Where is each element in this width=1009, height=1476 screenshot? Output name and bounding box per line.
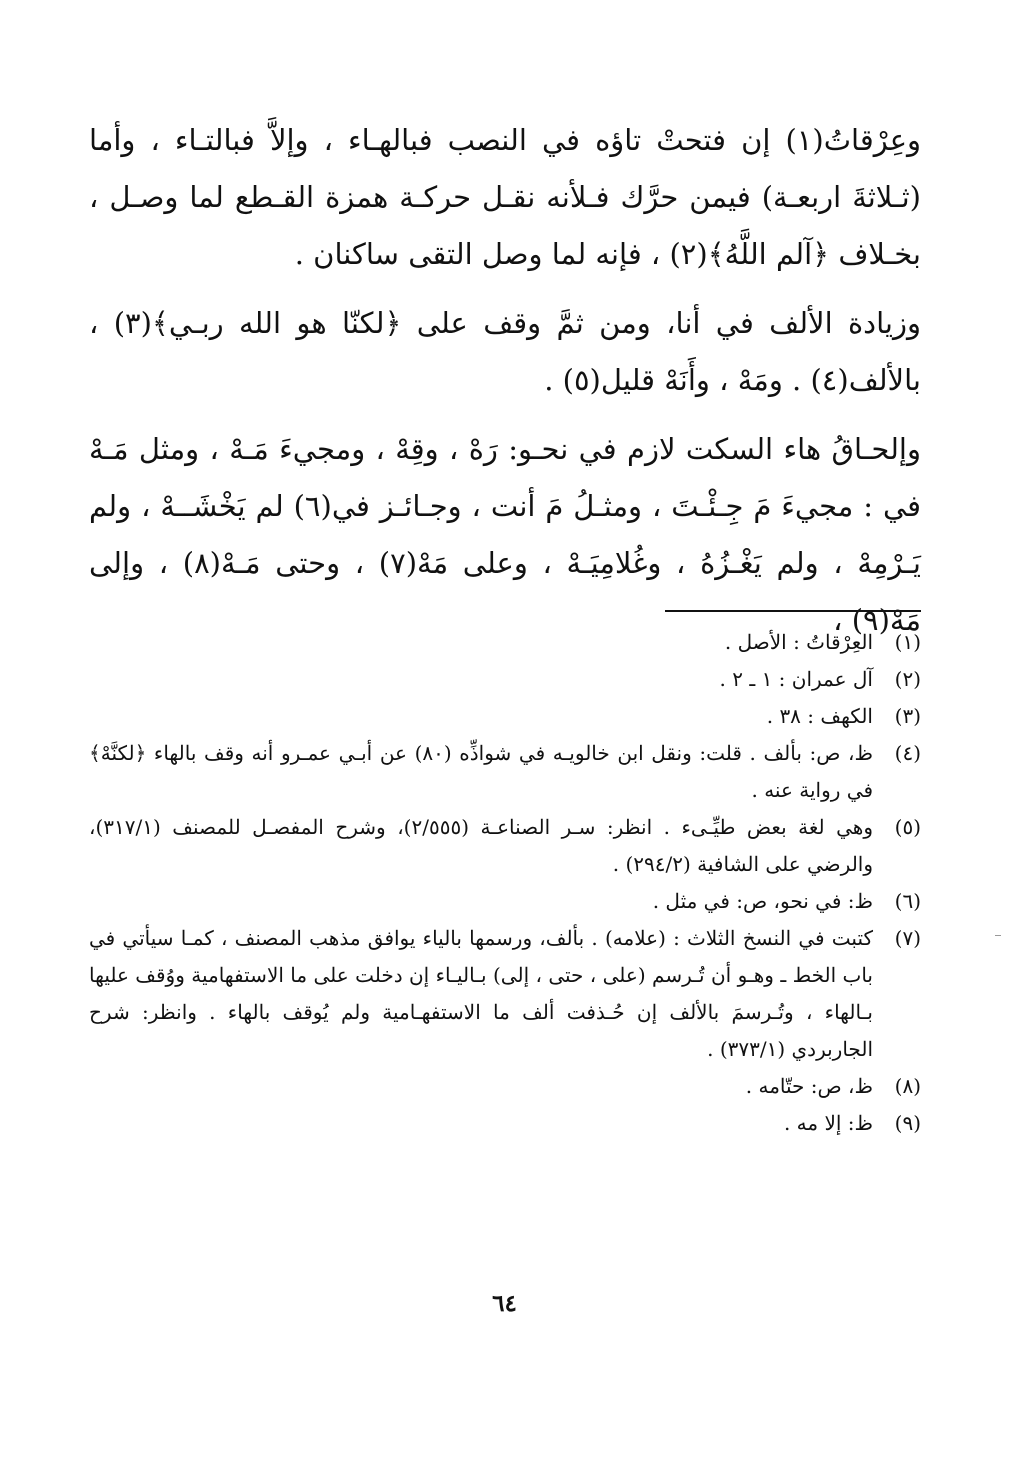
main-text-body [89,112,921,649]
footnote-4 [89,735,921,809]
footnote-7 [89,920,921,1068]
footnote-number: (٧) [894,926,921,950]
footnote-2 [89,661,921,698]
footnote-9 [89,1105,921,1142]
footnote-text: ظ: في نحو، ص: في مثل . [652,889,873,913]
footnote-number: (٢) [894,667,921,691]
footnote-number: (٦) [894,889,921,913]
footnote-text: العِرْقاتُ : الأصل . [724,630,873,654]
footnote-5 [89,809,921,883]
footnote-number: (٤) [894,741,921,765]
main-paragraph-3: وإلحـاقُ هاء السكت لازم في نحـو: رَهْ ، وقِهْ ، ومجيءَ مَـهْ ، ومثل مَـهْ في : مجيءَ مَ جِـئْـتَ ، ومثـلُ مَ أنت ، وجـائـز في(٦) لم يَخْشَــهْ ، ولم يَـرْمِهْ ، ولم يَغْـزُهُ ، وغُلامِيَـهْ ، وعلى مَهْ(٧) ، وحتى مَـهْ(٨) ، وإلى مَهْ(٩) ، [89,432,922,637]
footnote-1 [89,624,921,661]
footnote-number: (٨) [894,1074,921,1098]
footnote-number: (٥) [894,815,921,839]
footnote-text: ظ، ص: حتّامه . [745,1074,873,1098]
main-paragraph-1: وعِرْقاتُ(١) إن فتحتْ تاؤه في النصب فبالهـاء ، وإلاَّ فبالتـاء ، وأما (ثـلاثةَ اربعـة) فيمن حرَّك فـلأنه نقـل حركـة همزة القـطع لما وصـل ، بخـلاف ﴿آلم اللَّهُ﴾(٢) ، فإنه لما وصل التقى ساكنان . [89,123,921,271]
footnote-6 [89,883,921,920]
footnote-number: (٣) [894,704,921,728]
footnote-divider [665,610,921,612]
footnote-number: (٩) [894,1111,921,1135]
footnote-text: ظ، ص: بألف . قلت: ونقل ابن خالويـه في شواذِّه (٨٠) عن أبـي عمـرو أنه وقف بالهاء ﴿لكنَّهْ﴾ في رواية عنه . [89,741,873,802]
footnote-text: وهي لغة بعض طيِّـىء . انظر: سـر الصناعـة (٢/٥٥٥)، وشرح المفصـل للمصنف (٣١٧/١)، والرضي على الشافية (٢٩٤/٢) . [89,815,874,876]
footnote-text: الكهف : ٣٨ . [766,704,873,728]
page-number: ٦٤ [492,1290,517,1317]
footnote-text: ظ: إلا مه . [783,1111,873,1135]
scan-margin-mark [995,935,1001,936]
footnote-text: كتبت في النسخ الثلاث : (علامه) . بألف، ورسمها بالياء يوافق مذهب المصنف ، كمـا سيأتي في باب الخط ـ وهـو أن تُـرسم (على ، حتى ، إلى) بـاليـاء إن دخلت على ما الاستفهامية ووُقف عليها بـالهاء ، وتُـرسمَ بالألف إن حُـذفت ألف ما الاستفهـامية ولم يُوقف بالهاء . وانظر: شرح الجاربردي (٣٧٣/١) . [89,926,873,1061]
footnotes-list [89,624,921,1142]
footnote-3 [89,698,921,735]
main-paragraph-2: وزيادة الألف في أنا، ومن ثمَّ وقف على ﴿لكنّا هو الله ربـي﴾(٣) ، بالألف(٤) . ومَهْ ، وأَنَهْ قليل(٥) . [89,306,921,397]
footnote-8 [89,1068,921,1105]
footnote-text: آل عمران : ١ ـ ٢ . [719,667,873,691]
footnote-number: (١) [894,630,921,654]
